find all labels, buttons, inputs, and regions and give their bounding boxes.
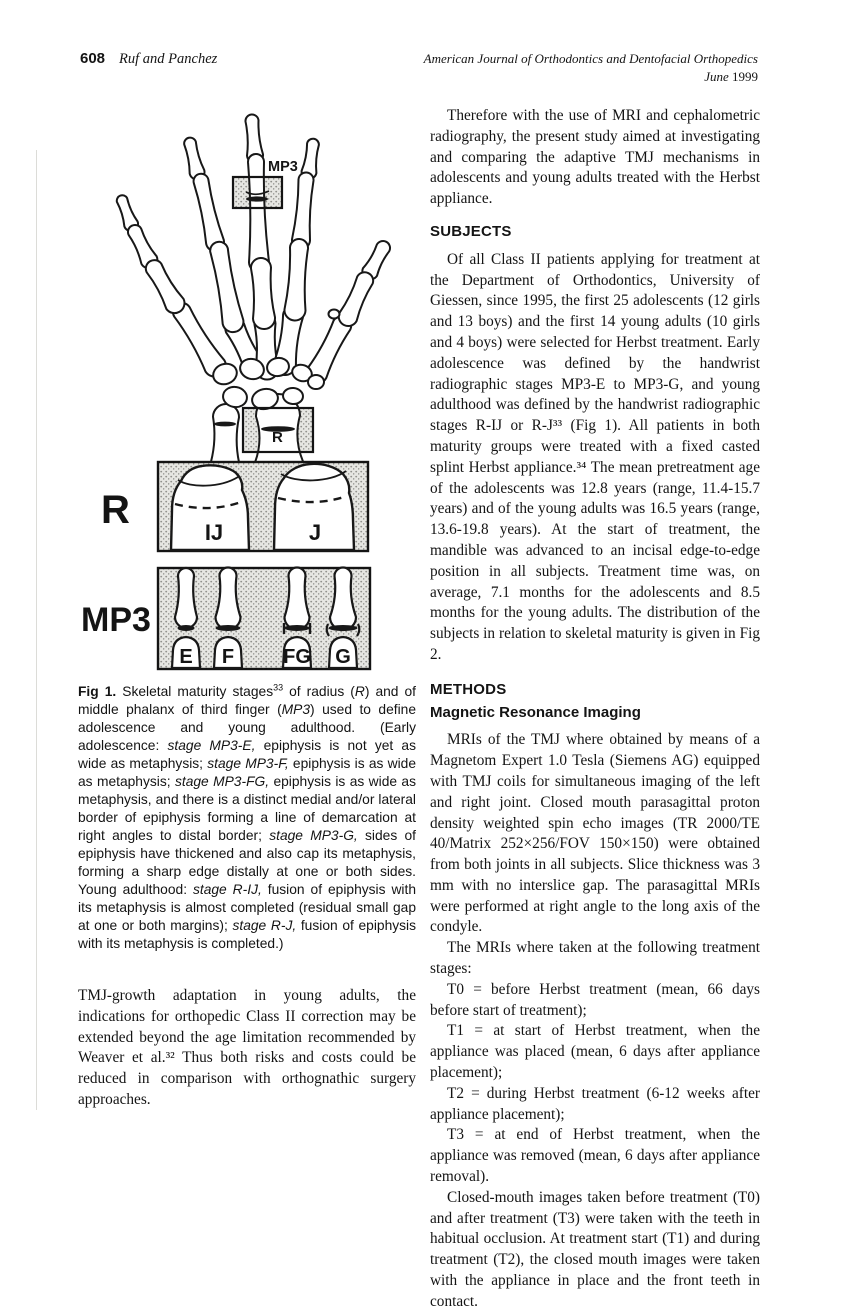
stage-t2: T2 = during Herbst treatment (6-12 weeks after appliance placement);	[430, 1084, 760, 1123]
subjects-heading: SUBJECTS	[430, 222, 512, 240]
scan-artifact-line	[36, 150, 37, 1110]
stage-t0: T0 = before Herbst treatment (mean, 66 days before start of treatment);	[430, 980, 760, 1019]
mp3-epiphysis-line	[246, 196, 268, 201]
methods-heading: METHODS	[430, 680, 507, 698]
ulna-epiphysis-line	[214, 422, 236, 427]
stage-e-label: E	[179, 646, 193, 668]
issue-line	[424, 68, 758, 86]
right-column	[430, 106, 760, 1313]
journal-title: American Journal of Orthodontics and Dentofacial Orthopedics	[423, 51, 758, 66]
mri-paragraph: MRIs of the TMJ where obtained by means of a Magnetom Expert 1.0 Tesla (Siemens AG) equipped with TMJ coils for simultaneous imaging of the left and right joint. Closed mouth parasagittal proton density weighted spin echo images (TR 2000/TE 40/Matrix 252×256/FOV 150×150) were obtained from both joints in all subjects. Slice thickness was 3 mm with no interslice gap. The parasagittal MRIs were performed at right angle to the long axis of the condyle.	[430, 731, 760, 936]
left-column	[78, 110, 416, 1111]
issue-month: June	[704, 69, 729, 84]
intro-paragraph: Therefore with the use of MRI and cephalometric radiography, the present study aimed at investigating and comparing the adaptive TMJ mechanisms in adolescents and young adults treated with the Herbst appliance.	[430, 107, 760, 208]
hand-mp3-label: MP3	[268, 159, 298, 175]
stage-ij-label: IJ	[204, 520, 224, 545]
figure-1-caption: Fig 1. Skeletal maturity stages$^{33}$ of radius (R) and of middle phalanx of third finger (MP3) used to define adolescence and young adulthood. (Early adolescence: stage MP3-E, epiphysis is not yet as wide as metaphysis; stage MP3-F, epiphysis is as wide as metaphysis; stage MP3-FG, epiphysis is as wide as metaphysis, and there is a distinct medial and/or lateral border of epiphysis forming a line of demarcation at right angles to distal border; stage MP3-G, sides of epiphysis have thickened and also cap its metaphysis, forming a sharp edge distally at one or both sides. Young adulthood: stage R-IJ, fusion of epiphysis with its metaphysis is almost completed (residual small gap at one or both margins); stage R-J, fusion of epiphysis with its metaphysis is completed.)	[78, 682, 417, 951]
mp3-stages-box	[158, 568, 370, 670]
r-row-label: R	[101, 488, 130, 532]
figure-1-hand-diagram	[75, 110, 415, 674]
stage-j-label: J	[308, 520, 322, 545]
stage-f-label: F	[221, 646, 235, 668]
mri-heading: Magnetic Resonance Imaging	[430, 703, 641, 721]
running-header-right	[424, 50, 758, 86]
left-closing-paragraph	[78, 986, 416, 1111]
paragraph: TMJ-growth adaptation in young adults, the indications for orthopedic Class II correction may be extended beyond the age limitation recommended by Weaver et al.³² Thus both risks and costs could be reduced in comparison with orthognathic surgery approaches.	[78, 987, 416, 1108]
issue-year: 1999	[732, 69, 758, 84]
stage-t1: T1 = at start of Herbst treatment, when the appliance was placed (mean, 6 days after appliance placement);	[430, 1022, 760, 1082]
running-header-left	[80, 50, 217, 68]
running-authors: Ruf and Panchez	[119, 51, 218, 67]
stages-intro: The MRIs where taken at the following treatment stages:	[430, 939, 760, 978]
stage-t3: T3 = at end of Herbst treatment, when the appliance was removed (mean, 6 days after appliance removal).	[430, 1126, 760, 1186]
wrist-r-label: R	[272, 429, 283, 446]
subjects-paragraph: Of all Class II patients applying for treatment at the Department of Orthodontics, University of Giessen, since 1995, the first 25 adolescents (12 girls and 13 boys) and the first 14 young adults (10 girls and 4 boys) were selected for Herbst treatment. Early adolescence was defined by the handwrist radiographic stages MP3-E to MP3-G, and young adulthood was defined by the handwrist radiographic stages R-IJ or R-J³³ (Fig 1). All patients in both maturity groups were treated with a fixed casted splint Herbst appliance.³⁴ The mean pretreatment age of the adolescents was 12.8 years (range, 11.4-15.7 years) and of the young adults was 16.5 years (range, 13.6-19.8 years). At the start of treatment, the mandible was advanced to an incisal edge-to-edge position in all subjects. Treatment time was, on average, 7.1 months for the adolescents and 8.5 months for the young adults. The distribution of the subjects in relation to skeletal maturity is given in Fig 2.	[430, 250, 760, 663]
stage-fg-label: FG	[283, 646, 311, 668]
right-closing-paragraph: Closed-mouth images taken before treatment (T0) and after treatment (T3) were taken with the teeth in habitual occlusion. At treatment start (T1) and during treatment (T2), the closed mouth images were taken with the appliance in place and the front teeth in contact.	[430, 1188, 760, 1310]
r-stages-box	[158, 462, 368, 551]
page-number: 608	[80, 50, 106, 67]
mp3-row-label: MP3	[81, 601, 151, 639]
stage-g-label: G	[335, 646, 351, 668]
